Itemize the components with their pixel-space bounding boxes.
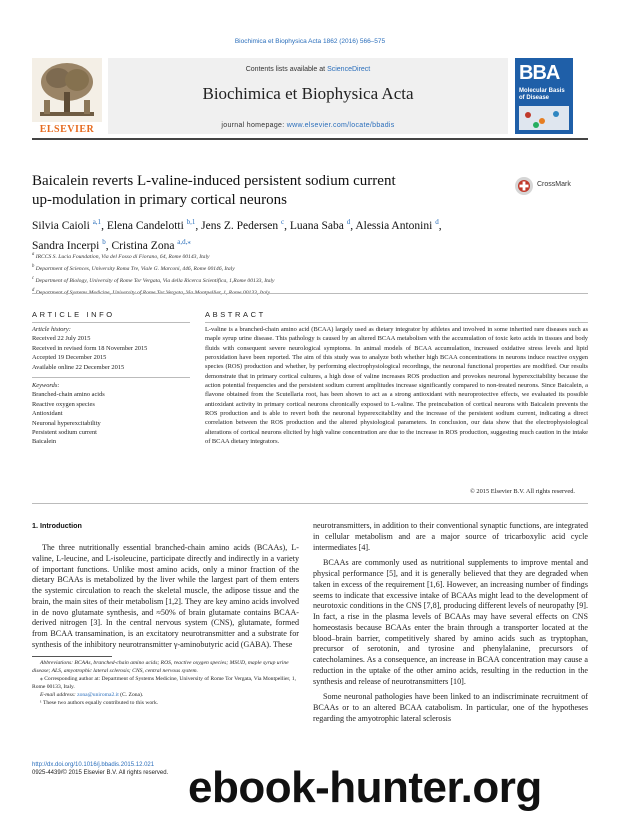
abstract-text: L-valine is a branched-chain amino acid (BCAA) largely used as dietary integrator by athletes and involved in some inherited rare diseases such as maple syrup urine disease. This pathology is caused by an altered BCAA metabolism with the accumulation of toxic keto acids in tissues and body fluids with consequent severe neurological symptoms. In animal models of BCAA accumulation, increased oxidative stress levels and lipid peroxidation have been reported. The aim of this study was to analyze both whether high BCAA concentrations in neurons induce reactive oxygen species (ROS) production and whether, by performing electrophysiological recordings, the neuronal functional properties are modified. Our results demonstrate that in primary cortical cultures, a high dose of valine increases ROS production and provokes neuronal hyperexcitability because the action potential frequencies and the persistent sodium current amplitudes increase significantly compared to non-treated neurons. Since Baicalein, a flavone obtained from the Scutellaria root, has been shown to act as a strong antioxidant with neuroprotective effects, we evaluated its possible antioxidant activity in primary cortical neurons chronically exposed to L-valine. The preincubation of cortical neurons with Baicalein prevents the ROS production and is able to revert both the neuronal hyperexcitability and the increase of the persistent sodium current, indicating a direct correlation between the ROS production and the altered physiological parameters. In conclusion, our data show that the electrophysiological alterations of cortical neurons elicited by high valine concentration are due to the increase in ROS production, suggesting much caution in the intake of BCAA dietary integrators. xyxy=(205,326,588,446)
journal-citation: Biochimica et Biophysica Acta 1862 (2016) 566–575 xyxy=(234,38,386,45)
homepage-line xyxy=(108,122,508,129)
article-title-line-2: up-modulation in primary cortical neurons xyxy=(32,192,287,208)
affiliation: $^b$ Department of Sciences, University Roma Tre, Viale G. Marconi, 446, Rome 00146, Italy xyxy=(32,263,235,272)
keyword: Neuronal hyperexcitability xyxy=(32,419,101,427)
keywords-label: Keywords: xyxy=(32,382,60,389)
journal-title: Biochimica et Biophysica Acta xyxy=(202,84,414,103)
author[interactable]: Sandra Incerpi $^b$ xyxy=(32,237,106,252)
footnote-corresponding: ⁎ Corresponding author at: Department of Systems Medicine, University of Rome Tor Vergata, Via Montpellier, 1, Rome 00133, Italy. xyxy=(32,676,297,690)
issn-line: 0925-4439/© 2015 Elsevier B.V. All rights reserved. xyxy=(32,770,169,776)
paragraph: Some neuronal pathologies have been linked to an indiscriminate recruitment of BCAAs or to an altered BCAA catabolism. In particular, one of the hypotheses regarding the amyotrophic lateral sclerosis xyxy=(313,692,588,723)
sciencedirect-link[interactable]: ScienceDirect xyxy=(327,66,371,73)
elsevier-tree-logo xyxy=(32,58,102,134)
author-list: Silvia Caioli $^{a,1}$, Elena Candelotti $^{b,1}$, Jens Z. Pedersen $^c$, Luana Saba $^d$, Alessia Antonini $^d$, Sandra Incerpi $^b$, Cristina Zona $^{a,d,⁎}$ xyxy=(32,218,442,252)
footnotes xyxy=(32,659,299,707)
tree-icon xyxy=(32,58,102,122)
contents-prefix: Contents lists available at xyxy=(245,66,328,73)
section-divider xyxy=(32,293,588,294)
keyword: Persistent sodium current xyxy=(32,429,97,437)
cover-title: BBA xyxy=(519,62,560,84)
affiliations xyxy=(32,250,572,297)
doi-link[interactable]: http://dx.doi.org/10.1016/j.bbadis.2015.12.021 xyxy=(32,762,155,768)
paragraph: BCAAs are commonly used as nutritional supplements to improve mental and physical performance [5], and it is generally believed that they are degraded when taken in excess of the requirement [1,6]. However, an increasing number of findings seems to indicate that excessive intake of BCAAs might lead to the development of neurotoxic conditions in the CNS [7,8], producing different levels of neuropathy [9]. In fact, a rise in the plasma levels of BCAAs may have several effects on CNS homeostasis because BCAAs enter the brain through a transporter located at the blood–brain barrier, competitively shared by amino acids such as tryptophan, precursor of serotonin, and tyrosine and phenylalanine, precursors of catecholamines. As a consequence, an increase in BCAA concentration may cause a reduction in the uptake of the other amino acids, resulting in the reduction in the synthesis and release of neurotransmitters [10]. xyxy=(313,558,588,686)
footnote-equal-contribution: ¹ These two authors equally contributed to this work. xyxy=(40,700,159,706)
author[interactable]: Silvia Caioli $^{a,1}$ xyxy=(32,218,102,232)
info-rule xyxy=(32,322,190,323)
keyword: Antioxidant xyxy=(32,410,63,418)
journal-cover xyxy=(515,58,573,134)
history-item: Available online 22 December 2015 xyxy=(32,363,125,371)
keywords xyxy=(32,381,190,447)
body-column-left: The three nutritionally essential branched-chain amino acids (BCAAs), L-valine, L-leucine, and L-isoleucine, participate directly and indirectly in a variety of important functions. Unlike most amino acids, only a minor fraction of the dietary BCAAs is metabolized by the liver while the largest part of them enters the systemic circulation to reach the skeletal muscle, the adipose tissue and the brain, the main sites of their metabolism [1,2]. They are key amino acids involved in de novo glutamate synthesis, and ≈50% of brain glutamate contains BCAA-derived nitrogen [3]. In the central nervous system (CNS), glutamate, formed from BCAA transamination, is an excitatory neurotransmitter and a substrate for synthesis of the inhibitory neurotransmitter γ-aminobutyric acid (GABA). These xyxy=(32,543,299,649)
article-title xyxy=(32,172,492,210)
cover-image xyxy=(519,106,569,130)
author[interactable]: Alessia Antonini $^d$ xyxy=(355,218,439,232)
section-divider xyxy=(32,503,588,504)
keyword: Reactive oxygen species xyxy=(32,400,95,408)
homepage-link[interactable]: www.elsevier.com/locate/bbadis xyxy=(286,122,395,129)
abstract-rule xyxy=(205,322,588,323)
crossmark-label: CrossMark xyxy=(537,181,571,188)
article-history xyxy=(32,325,190,372)
footnote-abbreviations: Abbreviations: BCAAs, branched-chain amino acids; ROS, reactive oxygen species; MSUD, maple syrup urine disease; ALS, amyotrophic lateral sclerosis; CNS, central nervous system. xyxy=(32,660,289,674)
affiliation: d xyxy=(32,287,35,293)
homepage-prefix: journal homepage: xyxy=(221,122,287,129)
author[interactable]: Jens Z. Pedersen $^c$ xyxy=(201,218,285,232)
affiliation: $^c$ Department of Biology, University of Rome Tor Vergata, Via della Ricerca Scientifica, 1,Rome 00133, Italy xyxy=(32,275,275,284)
footnote-rule xyxy=(32,656,112,657)
article-title-line-1: Baicalein reverts L-valine-induced persistent sodium current xyxy=(32,173,396,189)
copyright: © 2015 Elsevier B.V. All rights reserved. xyxy=(469,488,575,495)
header-rule xyxy=(32,138,588,140)
crossmark-icon xyxy=(514,176,534,196)
watermark: ebook-hunter.org xyxy=(188,763,542,812)
contents-line xyxy=(108,66,508,73)
keyword: Branched-chain amino acids xyxy=(32,391,105,399)
info-rule xyxy=(32,377,190,378)
body-column-right xyxy=(313,521,588,725)
crossmark-badge[interactable] xyxy=(514,176,584,196)
abstract-heading: ABSTRACT xyxy=(205,310,266,319)
elsevier-wordmark: ELSEVIER xyxy=(39,124,95,135)
footnote-email: E-mail address: zona@uniroma2.it (C. Zona). xyxy=(40,692,144,698)
article-info-heading: ARTICLE INFO xyxy=(32,310,115,319)
affiliation: $^a$ IRCCS S. Lucia Foundation, Via del Fosso di Fiorano, 64, Rome 00143, Italy xyxy=(32,252,210,260)
history-item: Accepted 19 December 2015 xyxy=(32,354,107,362)
author[interactable]: Luana Saba $^d$ xyxy=(289,218,351,232)
history-label: Article history: xyxy=(32,326,71,333)
author[interactable]: Elena Candelotti $^{b,1}$ xyxy=(106,218,196,232)
cover-subtitle: Molecular Basis of Disease xyxy=(519,88,565,101)
author[interactable]: Cristina Zona $^{a,d,⁎}$ xyxy=(111,237,191,252)
paragraph: neurotransmitters, in addition to their conventional synaptic functions, are integrated in cellular metabolism and are a major source of tricarboxylic acid cycle intermediates [4]. xyxy=(313,521,588,552)
history-item: Received 22 July 2015 xyxy=(32,335,91,343)
email-link[interactable]: zona@uniroma2.it xyxy=(77,692,119,698)
section-heading: 1. Introduction xyxy=(32,521,82,530)
history-item: Received in revised form 18 November 2015 xyxy=(32,344,148,352)
keyword: Baicalein xyxy=(32,438,57,446)
